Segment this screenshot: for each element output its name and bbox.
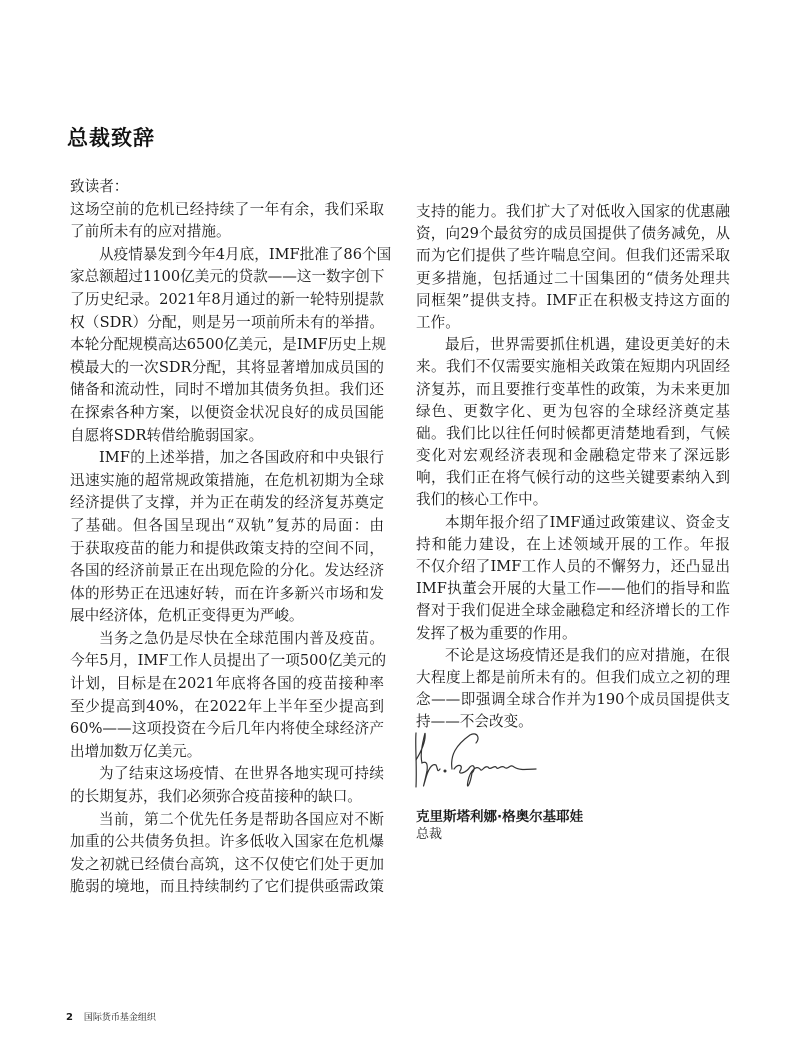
text-line: 为了结束这场疫情、在世界各地实现可持续 <box>99 765 384 783</box>
text-line: 当前，第二个优先任务是帮助各国应对不断 <box>99 810 384 828</box>
text-line: 持——不会改变。 <box>416 713 533 731</box>
text-line: 变化对宏观经济表现和金融稳定带来了深远影 <box>416 447 730 465</box>
page-title: 总裁致辞 <box>67 126 155 150</box>
signature-image <box>410 725 540 795</box>
signer-title: 总裁 <box>416 827 443 842</box>
text-line: 同框架”提供支持。IMF正在积极支持这方面的 <box>416 291 730 309</box>
text-line: 济复苏，而且要推行变革性的政策，为未来更加 <box>416 380 730 398</box>
text-line: 更多措施，包括通过二十国集团的“债务处理共 <box>416 269 730 287</box>
text-line: 了前所未有的应对措施。 <box>70 223 231 241</box>
footer-organization: 国际货币基金组织 <box>83 1013 156 1023</box>
text-line: 迅速实施的超常规政策措施，在危机初期为全球 <box>70 471 384 489</box>
text-line: 权（SDR）分配，则是另一项前所未有的举措。 <box>70 313 384 331</box>
text-line: IMF执董会开展的大量工作——他们的指导和监 <box>416 580 730 598</box>
text-line: 本期年报介绍了IMF通过政策建议、资金支 <box>445 513 730 531</box>
text-line: 从疫情暴发到今年4月底，IMF批准了86个国 <box>99 245 392 263</box>
text-line: 至少提高到40%，在2022年上半年至少提高到 <box>70 697 384 715</box>
text-line: 督对于我们促进全球金融稳定和经济增长的工作 <box>416 602 730 620</box>
text-line: 响，我们正在将气候行动的这些关键要素纳入到 <box>416 469 730 487</box>
signer-name: 克里斯塔利娜·格奥尔基耶娃 <box>416 809 584 825</box>
paragraph <box>70 447 384 628</box>
text-line: 工作。 <box>416 313 460 331</box>
text-line: 本轮分配规模高达6500亿美元，是IMF历史上规 <box>70 336 387 354</box>
text-line: 资，向29个最贫穷的成员国提供了债务减免，从 <box>416 225 730 243</box>
paragraph <box>70 628 387 764</box>
text-line: 我们的核心工作中。 <box>416 491 548 509</box>
page-number: 2 <box>66 1012 73 1023</box>
paragraph <box>70 244 392 447</box>
text-line: 这场空前的危机已经持续了一年有余，我们采取 <box>70 200 384 218</box>
paragraph <box>416 334 730 512</box>
text-line: 今年5月，IMF工作人员提出了一项500亿美元的 <box>70 652 387 670</box>
text-line: 的长期复苏，我们必须弥合疫苗接种的缺口。 <box>70 788 362 806</box>
text-line: IMF的上述举措，加之各国政府和中央银行 <box>99 449 384 467</box>
text-line: 大程度上都是前所未有的。但我们成立之初的理 <box>416 668 730 686</box>
text-line: 60%——这项投资在今后几年内将使全球经济产 <box>70 720 384 738</box>
text-line: 最后，世界需要抓住机遇，建设更美好的未 <box>445 336 730 354</box>
text-line: 在探索各种方案，以便资金状况良好的成员国能 <box>70 403 384 421</box>
text-line: 计划，目标是在2021年底将各国的疫苗接种率 <box>70 675 384 693</box>
text-column-right <box>416 201 730 734</box>
text-line: 模最大的一次SDR分配，其将显著增加成员国的 <box>70 358 384 376</box>
text-line: 自愿将SDR转借给脆弱国家。 <box>70 426 264 444</box>
text-line: 于获取疫苗的能力和提供政策支持的空间不同， <box>70 539 384 557</box>
text-line: 家总额超过1100亿美元的贷款——这一数字创下 <box>70 268 385 286</box>
paragraph <box>70 176 384 199</box>
paragraph <box>70 199 384 244</box>
text-line: 各国的经济前景正在出现危险的分化。发达经济 <box>70 562 384 580</box>
text-line: 础。我们比以往任何时候都更清楚地看到，气候 <box>416 424 730 442</box>
paragraph <box>416 201 730 334</box>
text-line: 展中经济体，危机正变得更为严峻。 <box>70 607 304 625</box>
page-footer <box>66 1010 156 1023</box>
text-line: 不仅介绍了IMF工作人员的不懈努力，还凸显出 <box>416 558 730 575</box>
text-line: 发挥了极为重要的作用。 <box>416 624 577 642</box>
paragraph <box>416 645 730 734</box>
text-line: 支持的能力。我们扩大了对低收入国家的优惠融 <box>416 203 730 220</box>
text-line: 不论是这场疫情还是我们的应对措施，在很 <box>445 646 730 664</box>
text-line: 出增加数万亿美元。 <box>70 742 202 760</box>
text-line: 发之初就已经债台高筑，这不仅使它们处于更加 <box>70 855 384 873</box>
text-line: 了基础。但各国呈现出“双轨”复苏的局面：由 <box>70 516 384 534</box>
text-line: 经济提供了支撑，并为正在萌发的经济复苏奠定 <box>70 494 384 512</box>
text-line: 持和能力建设，在上述领域开展的工作。年报 <box>416 535 730 553</box>
text-line: 脆弱的境地，而且持续制约了它们提供亟需政策 <box>70 878 384 896</box>
paragraph <box>416 512 730 645</box>
text-line: 致读者： <box>70 178 129 195</box>
text-line: 来。我们不仅需要实施相关政策在短期内巩固经 <box>416 358 730 376</box>
text-line: 了历史纪录。2021年8月通过的新一轮特别提款 <box>70 290 384 308</box>
text-line: 体的形势正在迅速好转，而在许多新兴市场和发 <box>70 584 384 602</box>
text-line: 当务之急仍是尽快在全球范围内普及疫苗。 <box>99 629 384 647</box>
text-column-left <box>70 176 392 899</box>
text-line: 加重的公共债务负担。许多低收入国家在危机爆 <box>70 833 384 851</box>
text-line: 而为它们提供了些许喘息空间。但我们还需采取 <box>416 247 730 265</box>
text-line: 绿色、更数字化、更为包容的全球经济奠定基 <box>416 402 730 420</box>
text-line: 念——即强调全球合作并为190个成员国提供支 <box>416 691 730 709</box>
paragraph <box>70 763 384 808</box>
paragraph <box>70 809 384 899</box>
text-line: 储备和流动性，同时不增加其债务负担。我们还 <box>70 381 384 399</box>
